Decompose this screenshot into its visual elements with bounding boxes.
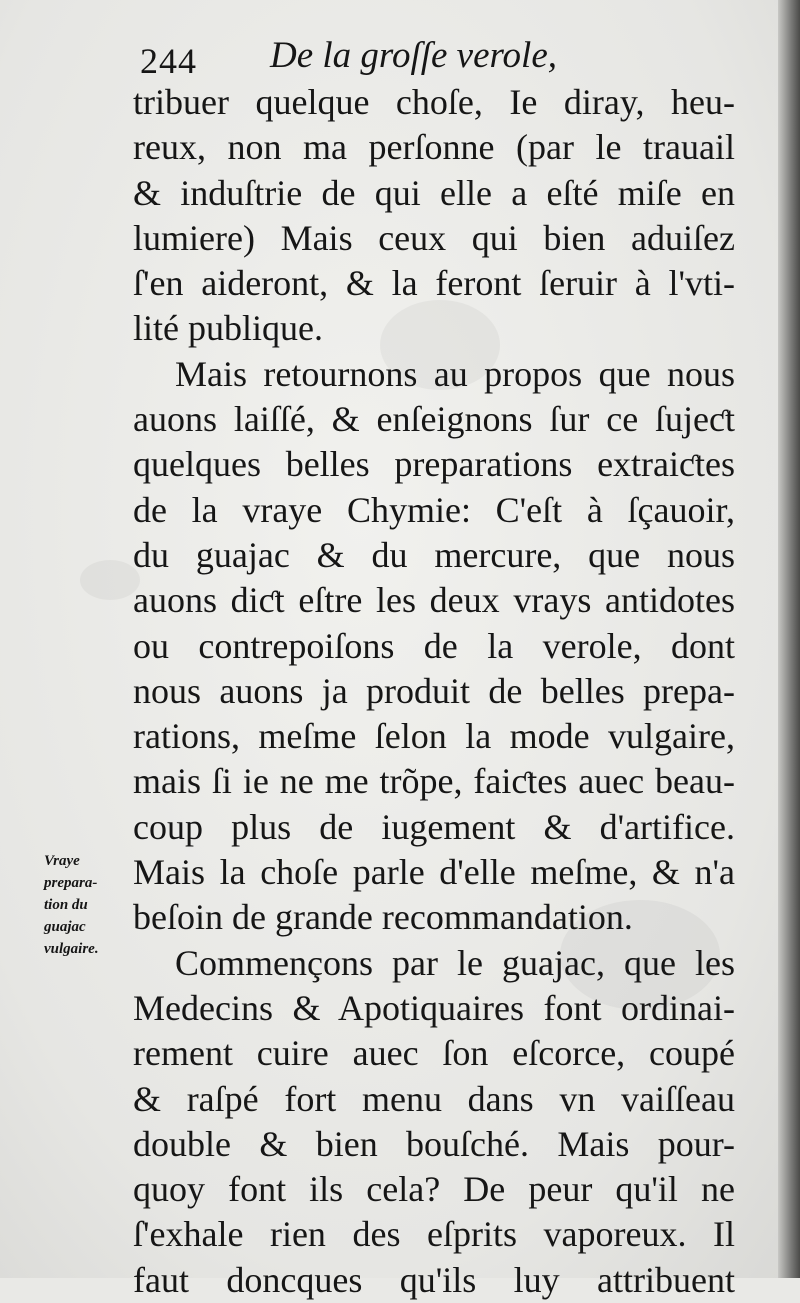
paper-stain bbox=[80, 560, 140, 600]
page-number: 244 bbox=[140, 41, 197, 81]
text-line: beſoin de grande recommandation. bbox=[133, 897, 633, 938]
text-line: quoy font ils cela? De peur qu'il ne bbox=[133, 1169, 735, 1210]
text-line: auons diƈt eſtre les deux vrays antidotes bbox=[133, 580, 735, 621]
margin-note-line: prepara- bbox=[44, 875, 98, 891]
text-line: auons laiſſé, & enſeignons ſur ce ſujeƈt bbox=[133, 399, 735, 440]
text-line: Medecins & Apotiquaires font ordinai- bbox=[133, 987, 735, 1028]
text-line: lumiere) Mais ceux qui bien aduiſez bbox=[133, 217, 735, 258]
text-line: Commençons par le guajac, que les bbox=[175, 942, 735, 983]
text-line: Mais la choſe parle d'elle meſme, & n'a bbox=[133, 852, 735, 893]
text-line: & raſpé fort menu dans vn vaiſſeau bbox=[133, 1078, 735, 1119]
text-line: ou contrepoiſons de la verole, dont bbox=[133, 625, 735, 666]
text-line: mais ſi ie ne me trõpe, faiƈtes auec beau- bbox=[133, 761, 735, 802]
body-text bbox=[133, 80, 735, 1303]
margin-note bbox=[44, 850, 130, 960]
margin-note-line: tion du bbox=[44, 897, 88, 913]
text-line: & induſtrie de qui elle a eſté miſe en bbox=[133, 172, 735, 213]
running-title: De la groſſe verole, bbox=[270, 35, 558, 76]
text-line: tribuer quelque choſe, Ie diray, heu- bbox=[133, 82, 735, 122]
text-line: lité publique. bbox=[133, 308, 323, 349]
text-line: rement cuire auec ſon eſcorce, coupé bbox=[133, 1033, 735, 1074]
margin-note-line: vulgaire. bbox=[44, 941, 99, 957]
text-line: faut doncques qu'ils luy attribuent bbox=[133, 1259, 735, 1300]
text-line: double & bien bouſché. Mais pour- bbox=[133, 1123, 735, 1164]
text-line: nous auons ja produit de belles prepa- bbox=[133, 670, 735, 711]
text-line: rations, meſme ſelon la mode vulgaire, bbox=[133, 716, 735, 757]
text-line: reux, non ma perſonne (par le trauail bbox=[133, 127, 735, 168]
text-line: ſ'en aideront, & la feront ſeruir à l'vti- bbox=[133, 263, 735, 304]
text-line: Mais retournons au propos que nous bbox=[175, 353, 735, 394]
text-line: de la vraye Chymie: C'eſt à ſçauoir, bbox=[133, 489, 735, 530]
margin-note-line: guajac bbox=[44, 919, 86, 935]
margin-note-line: Vraye bbox=[44, 853, 80, 869]
text-line: ſ'exhale rien des eſprits vaporeux. Il bbox=[133, 1214, 735, 1255]
text-line: du guajac & du mercure, que nous bbox=[133, 534, 735, 575]
text-line: quelques belles preparations extraiƈtes bbox=[133, 444, 735, 485]
book-gutter bbox=[778, 0, 800, 1278]
text-line: coup plus de iugement & d'artifice. bbox=[133, 806, 735, 847]
